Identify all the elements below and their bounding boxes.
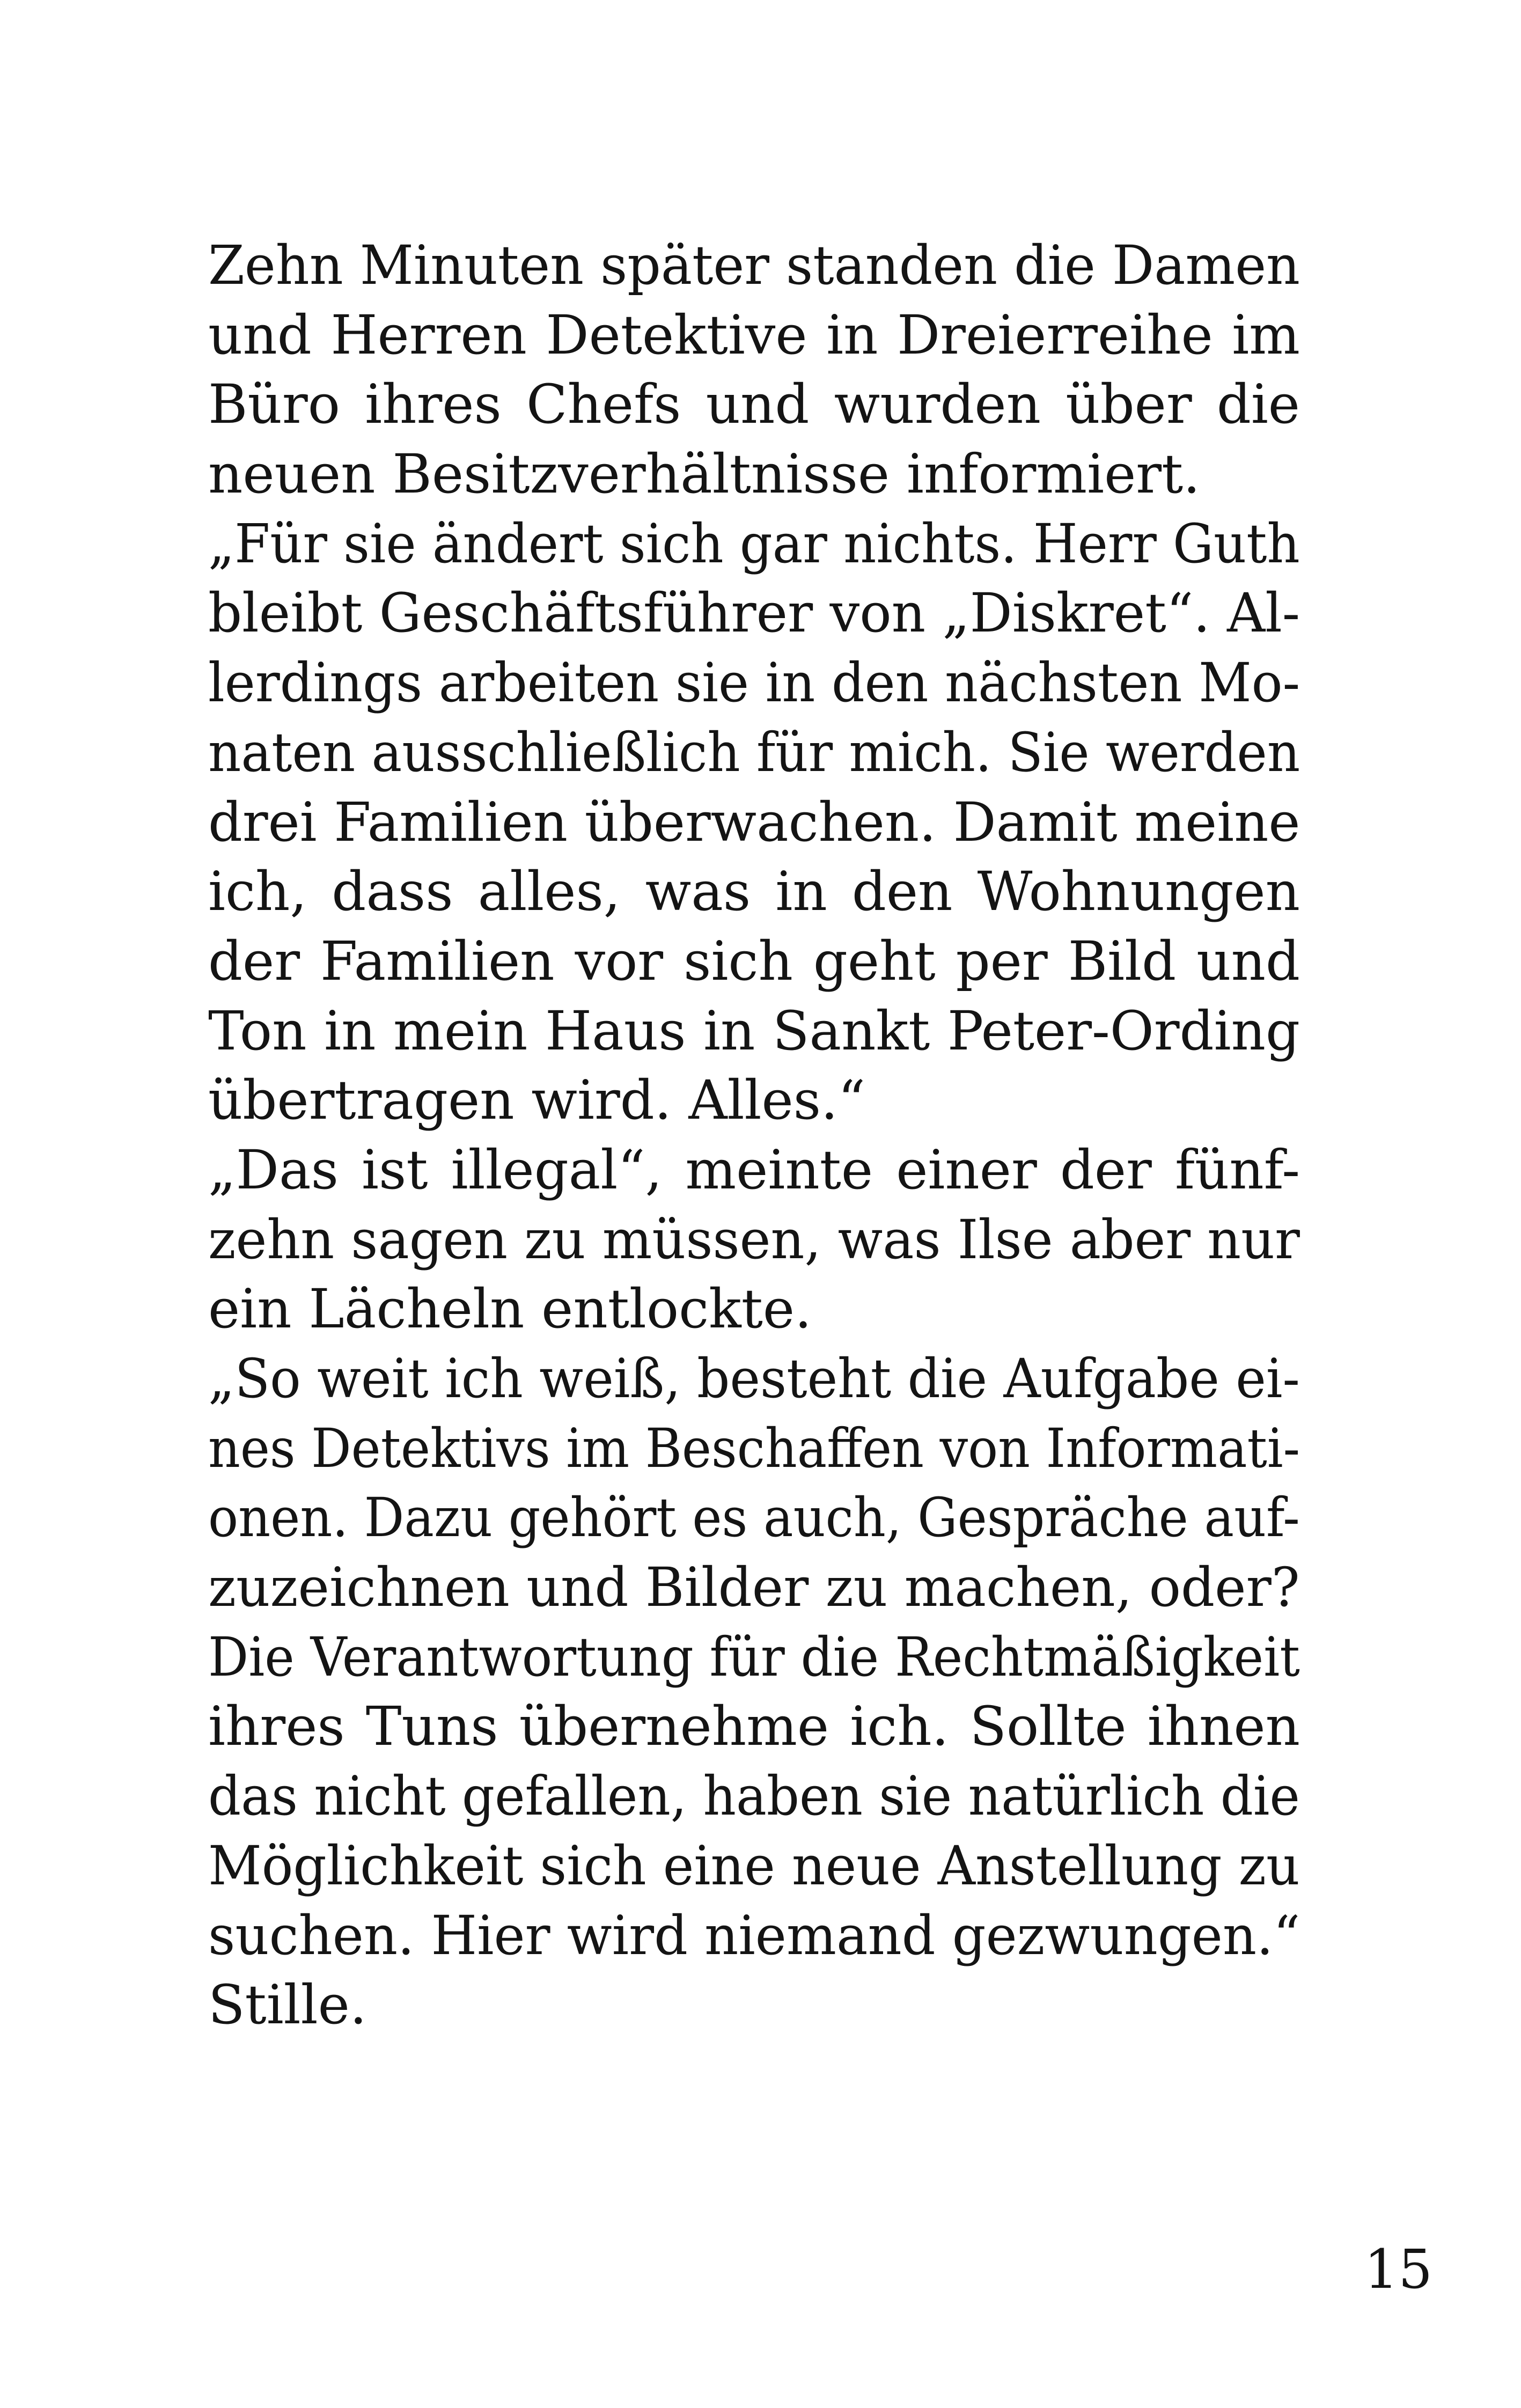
text-line: Die Verantwortung für die Rechtmäßigkeit [208, 1625, 1300, 1688]
text-line: suchen. Hier wird niemand gezwungen.“ [208, 1904, 1300, 1967]
text-line: zuzeichnen und Bilder zu machen, oder? [208, 1556, 1300, 1619]
text-line: zehn sagen zu müssen, was Ilse aber nur [208, 1208, 1300, 1271]
text-line: der Familien vor sich geht per Bild und [208, 929, 1300, 993]
text-line: ein Lächeln entlockte. [208, 1278, 812, 1341]
text-line: Ton in mein Haus in Sankt Peter-Ording [208, 999, 1300, 1062]
text-line: ich, dass alles, was in den Wohnungen [208, 860, 1300, 923]
text-line: lerdings arbeiten sie in den nächsten Mo- [208, 651, 1300, 715]
text-line: Büro ihres Chefs und wurden über die [208, 373, 1300, 436]
text-line: „So weit ich weiß, besteht die Aufgabe ei- [208, 1347, 1300, 1410]
text-line: das nicht gefallen, haben sie natürlich die [208, 1765, 1300, 1828]
text-line: onen. Dazu gehört es auch, Gespräche auf- [208, 1486, 1300, 1550]
text-line: nes Detektivs im Beschaffen von Informati- [208, 1416, 1300, 1480]
text-line: bleibt Geschäftsführer von „Diskret“. Al- [208, 582, 1300, 645]
text-line: Stille. [208, 1973, 367, 2037]
page-number: 15 [1364, 2238, 1432, 2301]
text-line: ihres Tuns übernehme ich. Sollte ihnen [208, 1695, 1300, 1758]
text-line: Zehn Minuten später standen die Damen [208, 234, 1300, 297]
text-line: übertragen wird. Alles.“ [208, 1069, 865, 1132]
text-line: Möglichkeit sich eine neue Anstellung zu [208, 1834, 1300, 1897]
body-text [208, 231, 1300, 2040]
text-line: naten ausschließlich für mich. Sie werden [208, 721, 1300, 784]
text-line: neuen Besitzverhältnisse informiert. [208, 443, 1201, 506]
text-line: drei Familien überwachen. Damit meine [208, 790, 1300, 854]
text-line: und Herren Detektive in Dreierreihe im [208, 303, 1300, 366]
text-line: „Für sie ändert sich gar nichts. Herr Guth [208, 512, 1300, 575]
text-line: „Das ist illegal“, meinte einer der fünf- [208, 1138, 1300, 1201]
